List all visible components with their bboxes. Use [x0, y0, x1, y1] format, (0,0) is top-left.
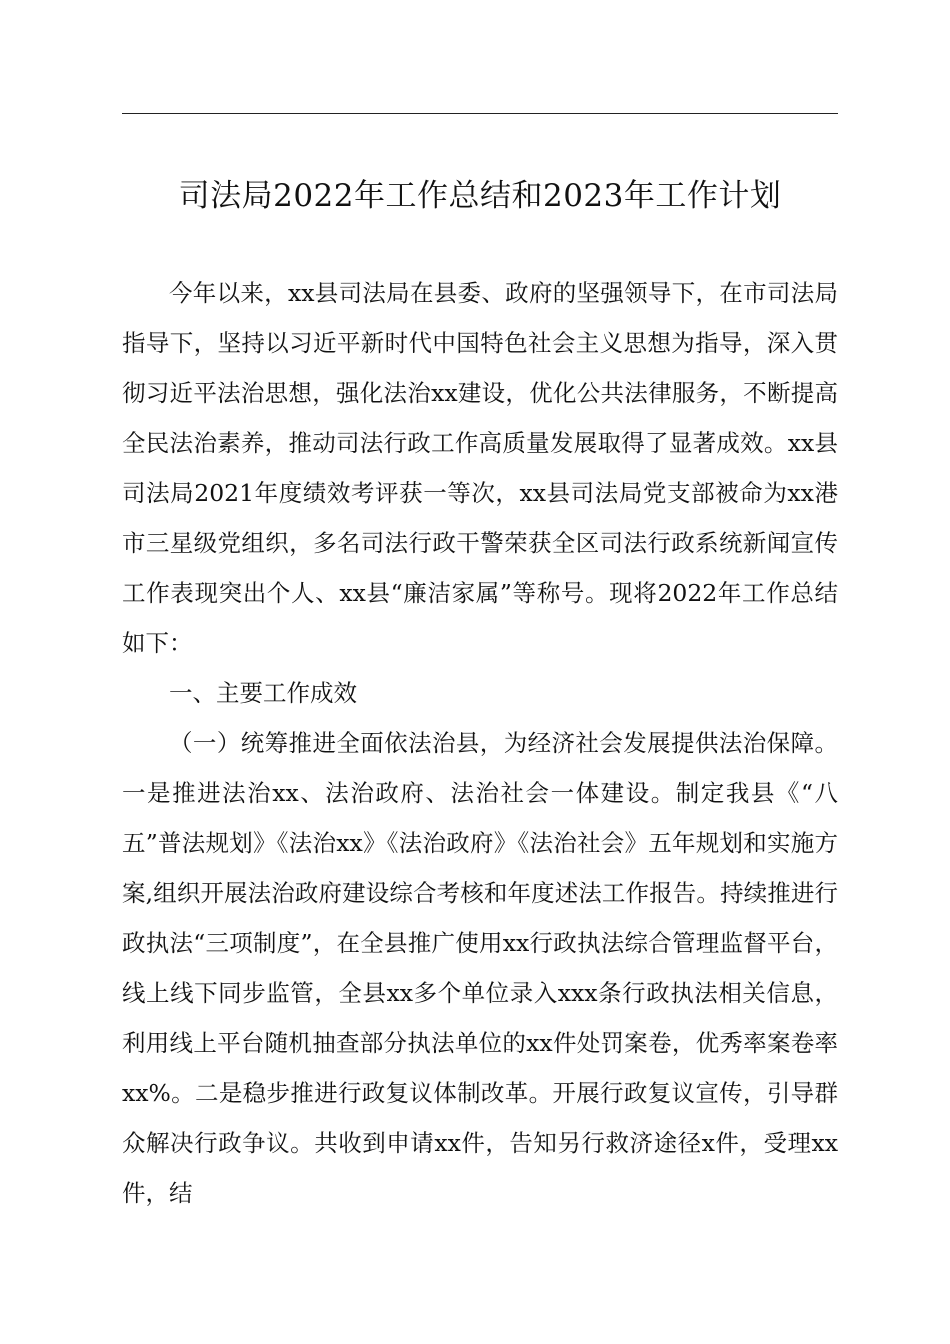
header-divider	[122, 113, 838, 114]
subsection-paragraph: （一）统筹推进全面依法治县，为经济社会发展提供法治保障。一是推进法治xx、法治政府、法治社会一体建设。制定我县《“八五”普法规划》《法治xx》《法治政府》《法治社会》五年规划和实施方案,组织开展法治政府建设综合考核和年度述法工作报告。持续推进行政执法“三项制度”，在全县推广使用xx行政执法综合管理监督平台，线上线下同步监管，全县xx多个单位录入xxx条行政执法相关信息，利用线上平台随机抽查部分执法单位的xx件处罚案卷，优秀率案卷率xx%。二是稳步推进行政复议体制改革。开展行政复议宣传，引导群众解决行政争议。共收到申请xx件，告知另行救济途径x件，受理xx件，结	[122, 729, 838, 1207]
page-title: 司法局2022年工作总结和2023年工作计划	[178, 178, 782, 214]
section-heading: 一、主要工作成效	[169, 679, 357, 707]
document-body	[122, 268, 838, 1218]
intro-paragraph: 今年以来，xx县司法局在县委、政府的坚强领导下，在市司法局指导下，坚持以习近平新时代中国特色社会主义思想为指导，深入贯彻习近平法治思想，强化法治xx建设，优化公共法律服务，不断提高全民法治素养，推动司法行政工作高质量发展取得了显著成效。xx县司法局2021年度绩效考评获一等次，xx县司法局党支部被命为xx港市三星级党组织，多名司法行政干警荣获全区司法行政系统新闻宣传工作表现突出个人、xx县“廉洁家属”等称号。现将2022年工作总结如下：	[122, 279, 838, 657]
